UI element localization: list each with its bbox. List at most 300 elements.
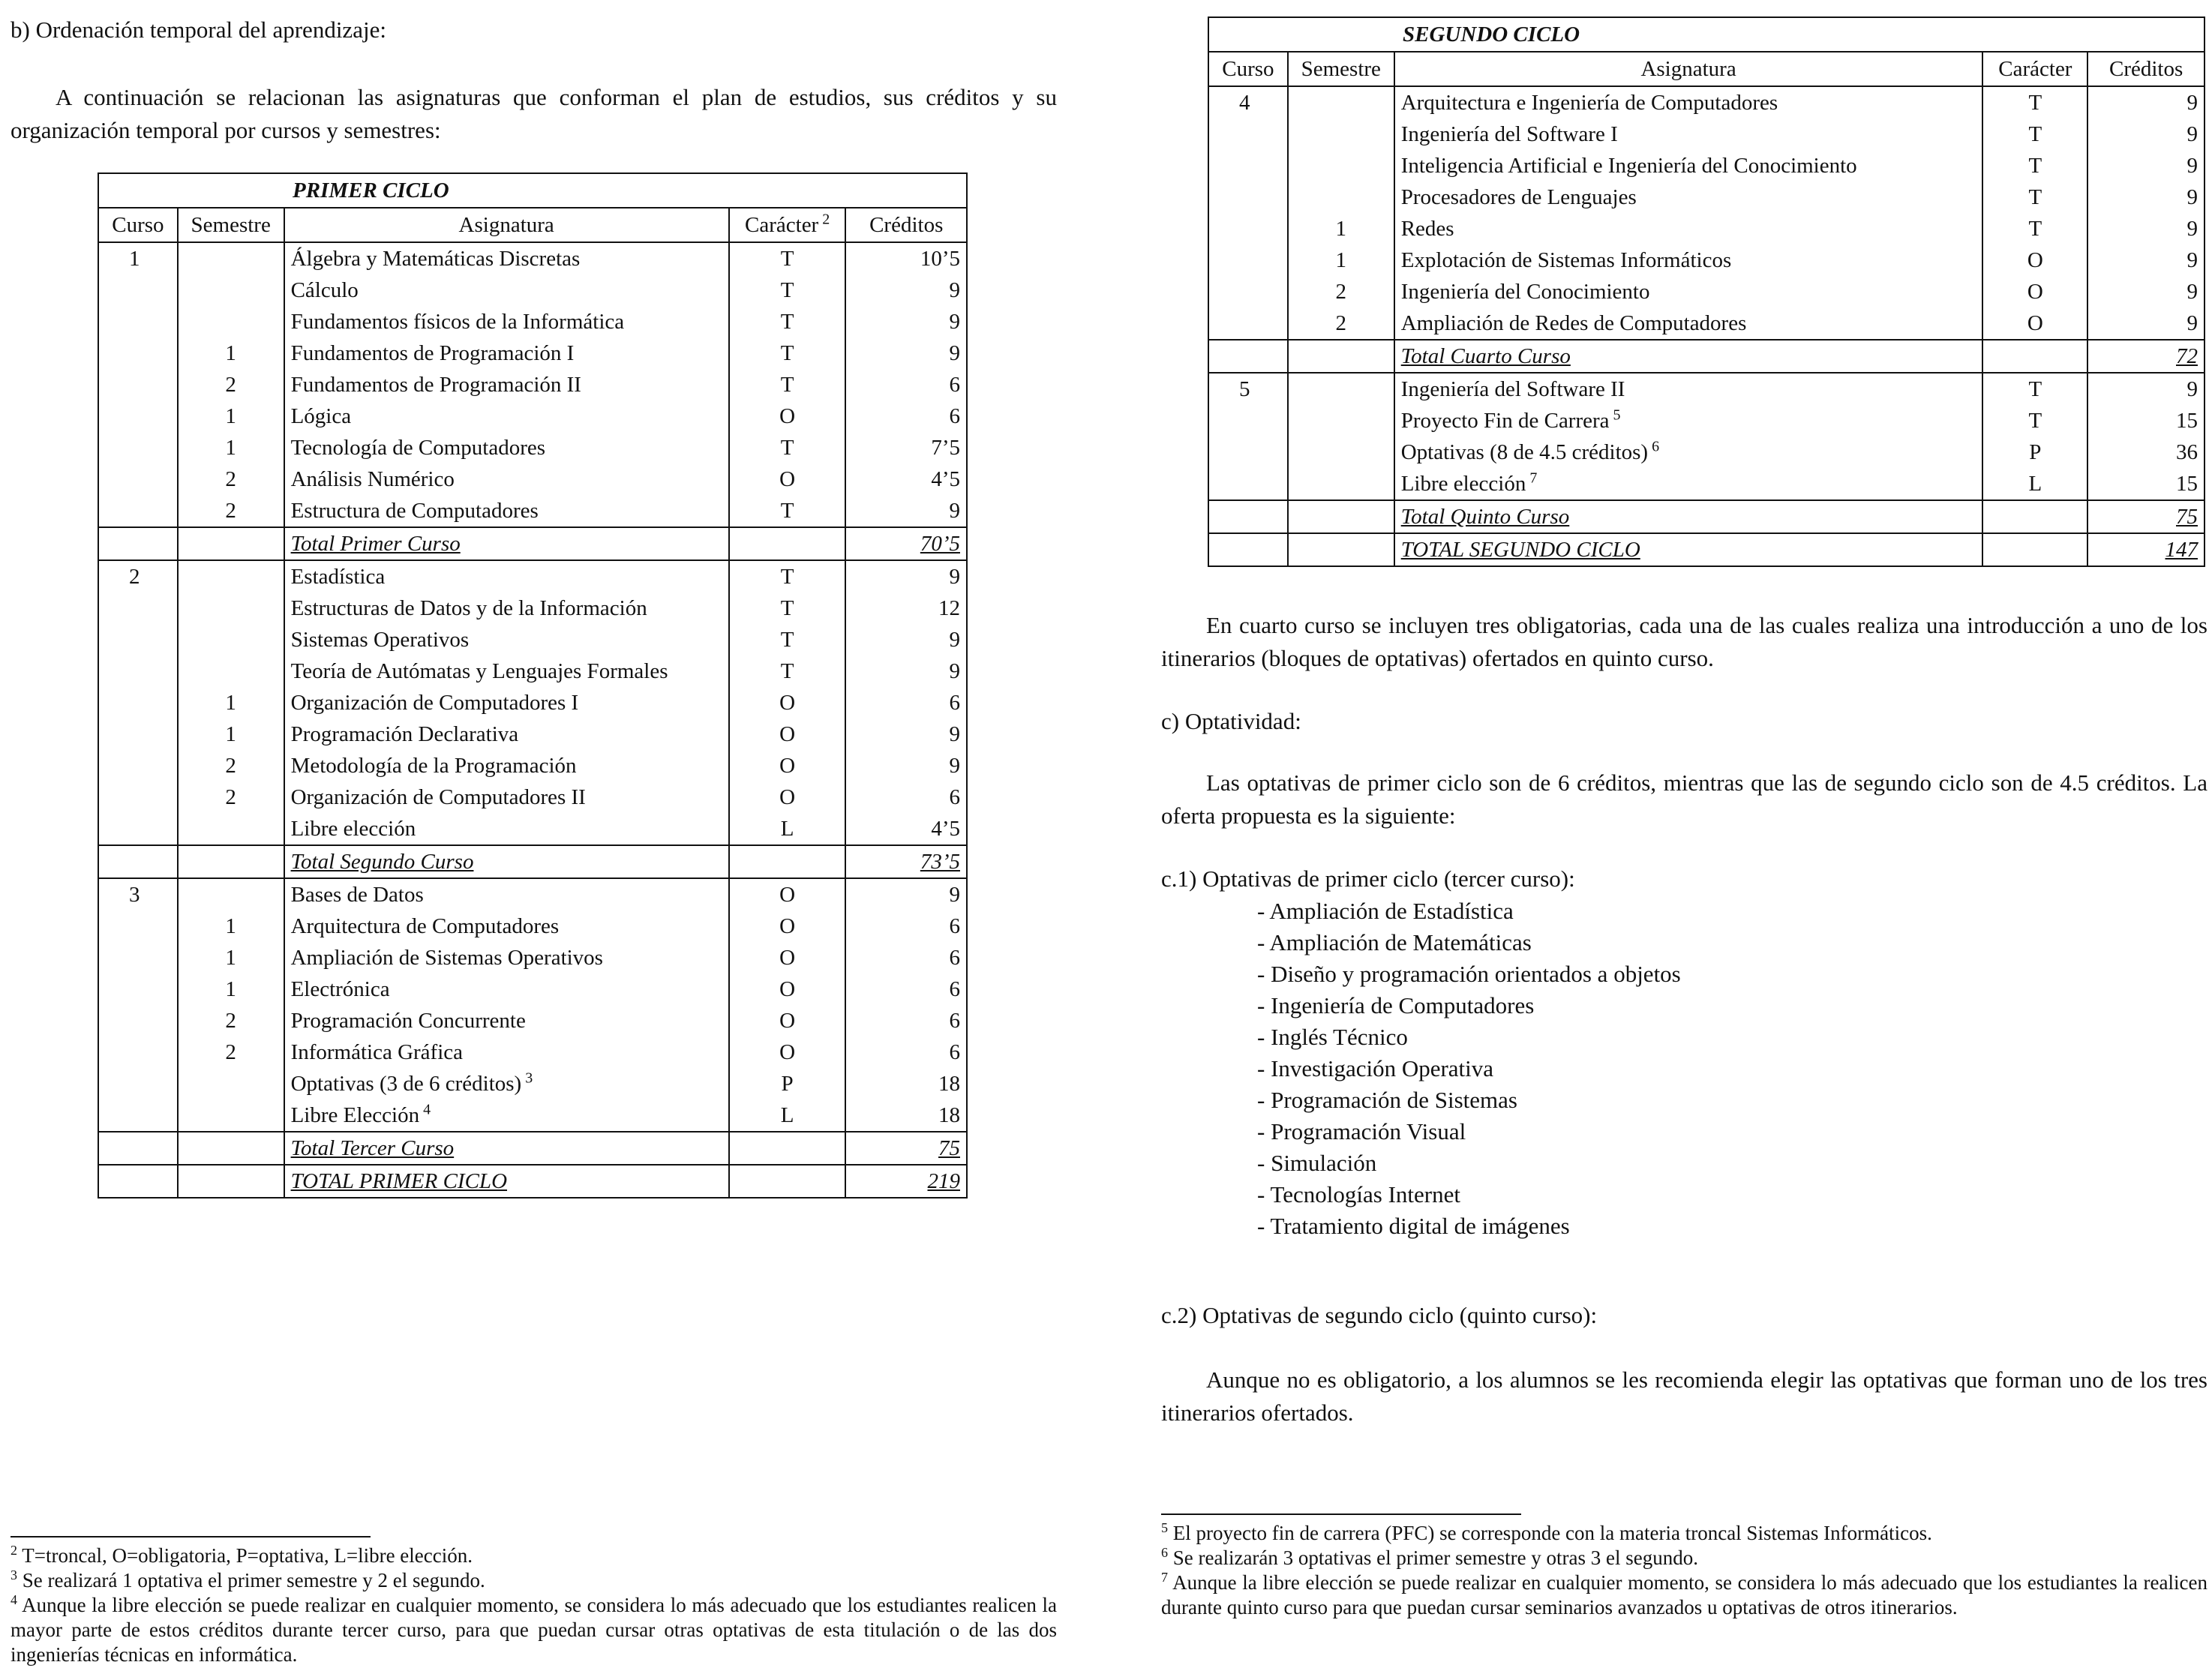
column-header bbox=[284, 208, 729, 242]
cell-semestre-text: 1 bbox=[225, 404, 236, 428]
cell-empty bbox=[178, 527, 284, 560]
footnote-ref: 6 bbox=[1648, 438, 1660, 455]
cell-caracter-text: O bbox=[779, 977, 796, 1001]
total-value-text: 70’5 bbox=[920, 532, 960, 556]
cell-creditos bbox=[845, 338, 967, 369]
cell-empty bbox=[729, 1132, 846, 1165]
total-label-text: Total Quinto Curso bbox=[1400, 505, 1570, 529]
grand-total-label-text: TOTAL PRIMER CICLO bbox=[290, 1169, 508, 1193]
table-caption: SEGUNDO CICLO bbox=[1208, 17, 2204, 52]
cell-curso bbox=[1208, 436, 1288, 468]
cell-asignatura bbox=[284, 242, 729, 274]
cell-asignatura-text: Sistemas Operativos bbox=[290, 628, 470, 652]
cell-asignatura-text: Procesadores de Lenguajes bbox=[1400, 185, 1637, 209]
table-header-row bbox=[98, 208, 967, 242]
cell-asignatura-text: Fundamentos de Programación II bbox=[290, 373, 581, 397]
cell-asignatura bbox=[284, 560, 729, 592]
cell-asignatura-text: Optativas (3 de 6 créditos) bbox=[290, 1072, 522, 1096]
cell-creditos bbox=[2087, 182, 2204, 213]
cell-curso bbox=[98, 687, 178, 718]
cell-asignatura bbox=[1394, 373, 1983, 405]
cell-asignatura-text: Ingeniería del Software II bbox=[1400, 377, 1625, 401]
cell-semestre-text: 1 bbox=[225, 914, 236, 938]
cell-semestre-text: 1 bbox=[225, 977, 236, 1001]
cell-creditos-text: 9 bbox=[2186, 154, 2198, 178]
cell-curso bbox=[1208, 405, 1288, 436]
column-header-text: Semestre bbox=[1301, 57, 1381, 81]
cell-caracter bbox=[729, 1005, 846, 1036]
table-row bbox=[98, 274, 967, 306]
total-row bbox=[98, 527, 967, 560]
cell-curso bbox=[98, 878, 178, 910]
footnote-number: 2 bbox=[11, 1543, 17, 1558]
cell-caracter bbox=[729, 942, 846, 974]
cell-curso bbox=[98, 656, 178, 687]
table-row bbox=[98, 813, 967, 845]
cell-semestre-text: 2 bbox=[225, 754, 236, 778]
cell-creditos-text: 9 bbox=[2186, 280, 2198, 304]
cell-curso bbox=[98, 1005, 178, 1036]
list-item: - Programación Visual bbox=[1257, 1116, 1681, 1148]
cell-curso bbox=[98, 1068, 178, 1100]
cell-asignatura bbox=[1394, 468, 1983, 500]
cell-empty bbox=[98, 845, 178, 878]
total-label bbox=[284, 845, 729, 878]
cell-curso bbox=[98, 750, 178, 782]
list-item: - Investigación Operativa bbox=[1257, 1053, 1681, 1084]
cell-caracter-text: T bbox=[780, 341, 794, 365]
total-label bbox=[284, 1132, 729, 1165]
cell-semestre-text: 2 bbox=[1335, 311, 1347, 335]
list-item: - Tecnologías Internet bbox=[1257, 1179, 1681, 1210]
heading-c1: c.1) Optativas de primer ciclo (tercer curso): bbox=[1161, 866, 1575, 892]
grand-total-value-text: 147 bbox=[2165, 538, 2198, 562]
footnote-ref: 5 bbox=[1609, 406, 1621, 424]
cell-empty bbox=[1288, 340, 1394, 373]
column-header-text: Curso bbox=[1222, 57, 1274, 81]
table-row bbox=[1208, 405, 2204, 436]
column-header-text: Créditos bbox=[869, 213, 944, 237]
cell-asignatura-text: Análisis Numérico bbox=[290, 467, 455, 491]
footnote bbox=[1161, 1521, 2207, 1546]
table-row bbox=[1208, 276, 2204, 308]
cell-asignatura-text: Optativas (8 de 4.5 créditos) bbox=[1400, 440, 1649, 464]
table-row bbox=[98, 338, 967, 369]
cell-empty bbox=[178, 1132, 284, 1165]
cell-creditos-text: 10’5 bbox=[920, 247, 960, 271]
cell-caracter bbox=[729, 718, 846, 750]
cell-semestre bbox=[178, 369, 284, 400]
cell-creditos bbox=[845, 560, 967, 592]
cell-semestre bbox=[178, 306, 284, 338]
cell-curso bbox=[1208, 468, 1288, 500]
grand-total-row bbox=[98, 1165, 967, 1198]
table-row bbox=[1208, 118, 2204, 150]
table-row bbox=[1208, 468, 2204, 500]
cell-semestre bbox=[178, 687, 284, 718]
table-row bbox=[1208, 308, 2204, 340]
cell-caracter-text: L bbox=[780, 817, 794, 841]
cell-asignatura bbox=[1394, 150, 1983, 182]
list-item: - Ingeniería de Computadores bbox=[1257, 990, 1681, 1022]
cell-semestre-text: 1 bbox=[225, 691, 236, 715]
primer-ciclo-table bbox=[98, 172, 968, 1198]
grand-total-label bbox=[1394, 533, 1983, 566]
cell-curso bbox=[1208, 213, 1288, 244]
list-item: - Tratamiento digital de imágenes bbox=[1257, 1210, 1681, 1242]
cell-semestre bbox=[178, 1068, 284, 1100]
cell-asignatura bbox=[284, 464, 729, 495]
cell-curso bbox=[98, 495, 178, 527]
footnote-text: T=troncal, O=obligatoria, P=optativa, L=libre elección. bbox=[17, 1544, 473, 1567]
cell-asignatura bbox=[284, 1005, 729, 1036]
cell-creditos bbox=[2087, 373, 2204, 405]
cell-semestre bbox=[178, 942, 284, 974]
footnote-number: 4 bbox=[11, 1592, 17, 1607]
table-row bbox=[98, 1005, 967, 1036]
cell-empty bbox=[178, 845, 284, 878]
cell-creditos-text: 9 bbox=[949, 754, 960, 778]
cell-semestre-text: 2 bbox=[225, 785, 236, 809]
table-caption-row bbox=[98, 173, 967, 208]
table-row bbox=[98, 782, 967, 813]
cell-caracter-text: T bbox=[2028, 217, 2042, 241]
cell-curso bbox=[98, 910, 178, 942]
table-row bbox=[98, 718, 967, 750]
column-header-text: Asignatura bbox=[458, 213, 554, 237]
cell-caracter-text: O bbox=[779, 467, 796, 491]
cell-creditos bbox=[2087, 276, 2204, 308]
table-row bbox=[1208, 86, 2204, 118]
cell-semestre bbox=[178, 1100, 284, 1132]
cell-creditos bbox=[845, 942, 967, 974]
cell-caracter bbox=[729, 306, 846, 338]
cell-semestre bbox=[178, 813, 284, 845]
cell-asignatura bbox=[284, 495, 729, 527]
cell-semestre bbox=[1288, 308, 1394, 340]
cell-curso bbox=[1208, 373, 1288, 405]
table-row bbox=[98, 242, 967, 274]
cell-creditos bbox=[845, 464, 967, 495]
cell-semestre bbox=[1288, 373, 1394, 405]
cell-creditos-text: 6 bbox=[949, 977, 960, 1001]
total-label bbox=[284, 527, 729, 560]
paragraph-itinerarios: Aunque no es obligatorio, a los alumnos se les recomienda elegir las optativas que forman uno de los tres itinerarios ofertados. bbox=[1161, 1366, 2207, 1426]
footnotes-left bbox=[11, 1544, 1057, 1667]
cell-creditos-text: 9 bbox=[949, 499, 960, 523]
cell-asignatura bbox=[284, 400, 729, 432]
cell-creditos-text: 18 bbox=[938, 1072, 960, 1096]
cell-caracter-text: L bbox=[2028, 472, 2042, 496]
cell-asignatura bbox=[284, 687, 729, 718]
cell-caracter bbox=[1982, 86, 2087, 118]
cell-creditos bbox=[845, 432, 967, 464]
cell-empty bbox=[729, 1165, 846, 1198]
cell-creditos-text: 9 bbox=[2186, 185, 2198, 209]
cell-asignatura-text: Teoría de Autómatas y Lenguajes Formales bbox=[290, 659, 668, 683]
cell-asignatura-text: Redes bbox=[1400, 217, 1454, 241]
cell-semestre bbox=[178, 878, 284, 910]
cell-creditos bbox=[845, 369, 967, 400]
total-value-text: 75 bbox=[938, 1136, 960, 1160]
segundo-ciclo-table bbox=[1208, 16, 2205, 567]
cell-creditos bbox=[845, 624, 967, 656]
cell-asignatura bbox=[284, 1100, 729, 1132]
cell-empty bbox=[98, 1132, 178, 1165]
cell-asignatura bbox=[284, 910, 729, 942]
cell-empty bbox=[1208, 500, 1288, 533]
section-heading-ordenacion: b) Ordenación temporal del aprendizaje: bbox=[11, 16, 386, 43]
cell-caracter-text: O bbox=[2027, 280, 2043, 304]
cell-semestre-text: 2 bbox=[225, 467, 236, 491]
cell-curso bbox=[1208, 150, 1288, 182]
cell-creditos-text: 18 bbox=[938, 1103, 960, 1127]
cell-semestre-text: 1 bbox=[1335, 248, 1347, 272]
cell-curso bbox=[98, 813, 178, 845]
total-label-text: Total Segundo Curso bbox=[290, 850, 474, 874]
cell-asignatura-text: Cálculo bbox=[290, 278, 359, 302]
cell-empty bbox=[1208, 533, 1288, 566]
cell-semestre bbox=[1288, 150, 1394, 182]
cell-asignatura bbox=[284, 1068, 729, 1100]
cell-asignatura bbox=[284, 813, 729, 845]
total-label bbox=[1394, 500, 1983, 533]
cell-creditos bbox=[845, 782, 967, 813]
grand-total-value-text: 219 bbox=[927, 1169, 960, 1193]
table-row bbox=[98, 750, 967, 782]
cell-caracter-text: O bbox=[779, 754, 796, 778]
cell-semestre bbox=[178, 432, 284, 464]
cell-asignatura-text: Organización de Computadores II bbox=[290, 785, 586, 809]
cell-caracter bbox=[729, 495, 846, 527]
footnote bbox=[11, 1568, 1057, 1593]
cell-caracter bbox=[1982, 182, 2087, 213]
cell-creditos bbox=[845, 592, 967, 624]
cell-empty bbox=[1982, 340, 2087, 373]
cell-caracter bbox=[1982, 405, 2087, 436]
cell-semestre bbox=[178, 338, 284, 369]
footnote-number: 6 bbox=[1161, 1545, 1168, 1560]
cell-asignatura-text: Libre elección bbox=[290, 817, 416, 841]
cell-asignatura-text: Álgebra y Matemáticas Discretas bbox=[290, 247, 581, 271]
cell-caracter bbox=[729, 878, 846, 910]
cell-asignatura-text: Libre elección bbox=[1400, 472, 1526, 496]
cell-curso bbox=[98, 624, 178, 656]
cell-asignatura-text: Libre Elección bbox=[290, 1103, 420, 1127]
cell-creditos bbox=[845, 1100, 967, 1132]
cell-empty bbox=[1982, 533, 2087, 566]
cell-creditos-text: 6 bbox=[949, 785, 960, 809]
cell-caracter bbox=[729, 560, 846, 592]
cell-caracter bbox=[729, 369, 846, 400]
cell-asignatura bbox=[1394, 118, 1983, 150]
cell-caracter-text: O bbox=[779, 404, 796, 428]
cell-creditos-text: 9 bbox=[2186, 91, 2198, 115]
cell-caracter bbox=[1982, 308, 2087, 340]
cell-caracter bbox=[729, 974, 846, 1005]
cell-asignatura bbox=[1394, 276, 1983, 308]
footnote-text: Se realizará 1 optativa el primer semestre y 2 el segundo. bbox=[17, 1569, 485, 1592]
footnote-number: 3 bbox=[11, 1568, 17, 1582]
total-value bbox=[2087, 340, 2204, 373]
column-header bbox=[178, 208, 284, 242]
cell-asignatura bbox=[1394, 436, 1983, 468]
cell-asignatura bbox=[284, 942, 729, 974]
cell-creditos-text: 7’5 bbox=[931, 436, 960, 460]
cell-asignatura bbox=[284, 592, 729, 624]
list-item: - Diseño y programación orientados a objetos bbox=[1257, 958, 1681, 990]
cell-semestre-text: 2 bbox=[225, 373, 236, 397]
cell-creditos-text: 36 bbox=[2176, 440, 2198, 464]
grand-total-row bbox=[1208, 533, 2204, 566]
cell-empty bbox=[1288, 533, 1394, 566]
cell-asignatura bbox=[284, 432, 729, 464]
cell-curso bbox=[1208, 118, 1288, 150]
total-label-text: Total Cuarto Curso bbox=[1400, 344, 1571, 368]
list-item: - Inglés Técnico bbox=[1257, 1022, 1681, 1053]
column-header bbox=[729, 208, 846, 242]
cell-caracter-text: T bbox=[2028, 91, 2042, 115]
cell-creditos bbox=[845, 495, 967, 527]
heading-optatividad: c) Optatividad: bbox=[1161, 708, 1301, 734]
paragraph-cuarto-curso: En cuarto curso se incluyen tres obligatorias, cada una de las cuales realiza una introducción a uno de los itinerarios (bloques de optativas) ofertados en quinto curso. bbox=[1161, 612, 2207, 671]
cell-creditos bbox=[2087, 308, 2204, 340]
cell-caracter-text: O bbox=[779, 1040, 796, 1064]
cell-semestre-text: 1 bbox=[225, 946, 236, 970]
grand-total-value bbox=[2087, 533, 2204, 566]
cell-caracter bbox=[729, 750, 846, 782]
cell-asignatura-text: Bases de Datos bbox=[290, 883, 424, 907]
cell-asignatura-text: Arquitectura e Ingeniería de Computadores bbox=[1400, 91, 1778, 115]
cell-caracter bbox=[729, 464, 846, 495]
cell-caracter bbox=[729, 687, 846, 718]
cell-caracter-text: O bbox=[779, 883, 796, 907]
column-header-text: Curso bbox=[112, 213, 164, 237]
column-header-text: Carácter bbox=[1998, 57, 2072, 81]
cell-caracter bbox=[729, 432, 846, 464]
cell-curso bbox=[98, 560, 178, 592]
table-row bbox=[98, 974, 967, 1005]
cell-curso-text: 1 bbox=[129, 247, 140, 271]
table-header-row bbox=[1208, 52, 2204, 86]
cell-creditos bbox=[845, 1068, 967, 1100]
cell-caracter bbox=[729, 1036, 846, 1068]
list-item: - Programación de Sistemas bbox=[1257, 1084, 1681, 1116]
cell-asignatura-text: Ampliación de Redes de Computadores bbox=[1400, 311, 1747, 335]
cell-creditos bbox=[845, 306, 967, 338]
cell-empty bbox=[1288, 500, 1394, 533]
footnote-ref: 3 bbox=[521, 1070, 533, 1087]
table-row bbox=[1208, 244, 2204, 276]
total-row bbox=[1208, 500, 2204, 533]
cell-semestre-text: 1 bbox=[225, 722, 236, 746]
cell-creditos bbox=[845, 656, 967, 687]
cell-creditos bbox=[2087, 213, 2204, 244]
cell-caracter-text: T bbox=[780, 596, 794, 620]
paragraph-optativas-creditos: Las optativas de primer ciclo son de 6 créditos, mientras que las de segundo ciclo son de 4.5 créditos. La oferta propuesta es la siguiente: bbox=[1161, 770, 2207, 829]
footnote-ref: 2 bbox=[818, 211, 830, 228]
total-label-text: Total Tercer Curso bbox=[290, 1136, 455, 1160]
cell-creditos bbox=[845, 1005, 967, 1036]
cell-semestre bbox=[178, 242, 284, 274]
cell-creditos-text: 15 bbox=[2176, 472, 2198, 496]
cell-creditos-text: 6 bbox=[949, 1009, 960, 1033]
cell-creditos-text: 9 bbox=[2186, 248, 2198, 272]
cell-creditos bbox=[845, 687, 967, 718]
cell-caracter-text: T bbox=[780, 310, 794, 334]
footnote-ref: 4 bbox=[419, 1101, 431, 1118]
cell-curso bbox=[98, 1036, 178, 1068]
cell-creditos bbox=[845, 878, 967, 910]
cell-creditos bbox=[2087, 405, 2204, 436]
c1-optativas-list bbox=[1161, 896, 1681, 1242]
cell-asignatura-text: Arquitectura de Computadores bbox=[290, 914, 560, 938]
cell-semestre bbox=[1288, 213, 1394, 244]
cell-creditos-text: 6 bbox=[949, 1040, 960, 1064]
cell-caracter bbox=[729, 782, 846, 813]
footnote-text: El proyecto fin de carrera (PFC) se corresponde con la materia troncal Sistemas Informáticos. bbox=[1168, 1522, 1932, 1544]
cell-empty bbox=[1982, 500, 2087, 533]
footnote-text: Aunque la libre elección se puede realizar en cualquier momento, se considera lo más adecuado que los estudiantes la realicen durante quinto curso para que puedan cursar seminarios avanzados u optativas de otros itinerarios. bbox=[1161, 1571, 2207, 1618]
cell-caracter-text: T bbox=[2028, 409, 2042, 433]
cell-creditos bbox=[2087, 86, 2204, 118]
cell-asignatura bbox=[284, 718, 729, 750]
cell-curso bbox=[1208, 244, 1288, 276]
cell-empty bbox=[98, 527, 178, 560]
cell-creditos bbox=[2087, 436, 2204, 468]
column-header bbox=[1394, 52, 1983, 86]
cell-caracter-text: O bbox=[779, 785, 796, 809]
cell-asignatura bbox=[284, 306, 729, 338]
cell-asignatura bbox=[284, 624, 729, 656]
total-row bbox=[98, 1132, 967, 1165]
cell-caracter-text: P bbox=[2029, 440, 2042, 464]
cell-semestre bbox=[1288, 182, 1394, 213]
cell-creditos-text: 9 bbox=[949, 565, 960, 589]
cell-asignatura-text: Ingeniería del Software I bbox=[1400, 122, 1618, 146]
cell-caracter-text: T bbox=[2028, 377, 2042, 401]
column-header-text: Semestre bbox=[191, 213, 271, 237]
cell-caracter bbox=[729, 400, 846, 432]
cell-asignatura-text: Inteligencia Artificial e Ingeniería del Conocimiento bbox=[1400, 154, 1857, 178]
table-row bbox=[98, 432, 967, 464]
cell-asignatura bbox=[1394, 182, 1983, 213]
table-row bbox=[98, 560, 967, 592]
cell-creditos bbox=[845, 750, 967, 782]
footnote bbox=[11, 1544, 1057, 1568]
cell-creditos-text: 9 bbox=[949, 341, 960, 365]
cell-curso bbox=[98, 369, 178, 400]
cell-creditos-text: 9 bbox=[2186, 122, 2198, 146]
cell-curso-text: 3 bbox=[129, 883, 140, 907]
cell-semestre bbox=[178, 974, 284, 1005]
table-row bbox=[98, 1100, 967, 1132]
cell-creditos bbox=[845, 274, 967, 306]
table-row bbox=[98, 624, 967, 656]
cell-caracter-text: T bbox=[780, 499, 794, 523]
cell-semestre bbox=[178, 624, 284, 656]
cell-creditos-text: 4’5 bbox=[931, 467, 960, 491]
cell-asignatura-text: Informática Gráfica bbox=[290, 1040, 464, 1064]
cell-caracter bbox=[1982, 244, 2087, 276]
column-header-text: Asignatura bbox=[1640, 57, 1736, 81]
column-header bbox=[1288, 52, 1394, 86]
cell-caracter bbox=[729, 813, 846, 845]
cell-curso bbox=[1208, 86, 1288, 118]
cell-caracter bbox=[1982, 150, 2087, 182]
column-header bbox=[1982, 52, 2087, 86]
cell-creditos-text: 6 bbox=[949, 691, 960, 715]
